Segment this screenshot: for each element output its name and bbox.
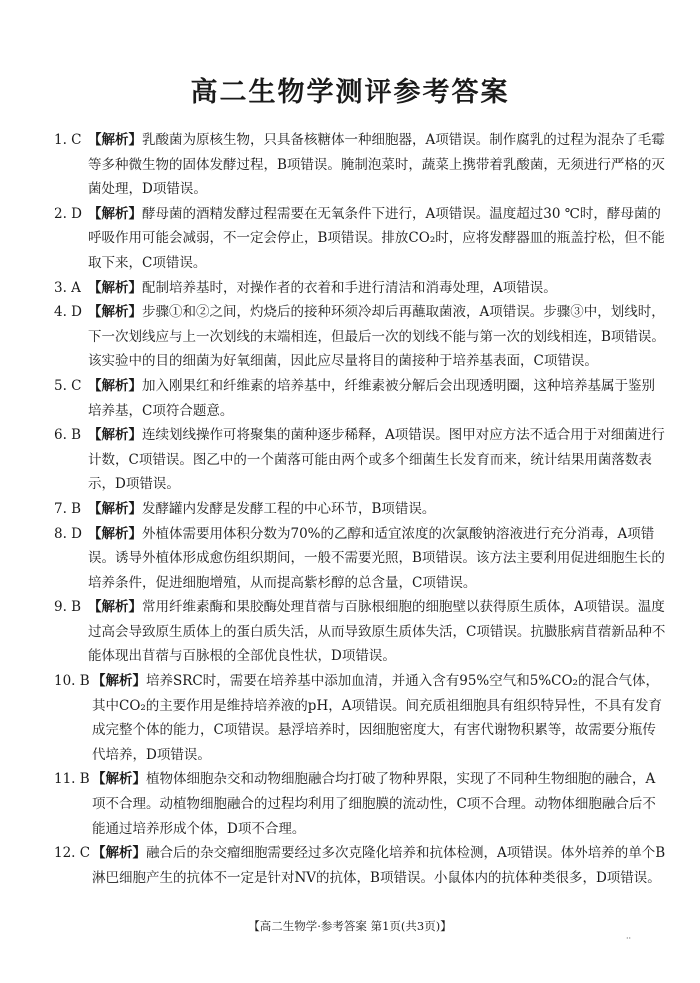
answer-number: 4. D [54,304,82,321]
analysis-tag: 【解析】 [88,599,142,616]
analysis-tag: 【解析】 [92,673,146,690]
answer-list [54,128,666,890]
answer-item [54,767,666,841]
answer-number: 8. D [54,525,82,542]
answer-text: 外植体需要用体积分数为70%的乙醇和适宜浓度的次氯酸钠溶液进行充分消毒，A项错误。诱导外植体形成愈伤组织期间，一般不需要光照，B项错误。该方法主要利用促进细胞生长的培养条件，促进细胞增殖，从而提高紫杉醇的总含量，C项错误。 [88,525,665,591]
analysis-tag: 【解析】 [88,279,142,296]
answer-number: 3. A [54,279,81,296]
analysis-tag: 【解析】 [88,304,142,321]
answer-item [54,595,666,669]
analysis-tag: 【解析】 [88,525,142,542]
answer-item [54,374,666,423]
answer-text: 常用纤维素酶和果胶酶处理苜蓿与百脉根细胞的细胞壁以获得原生质体，A项错误。温度过高会导致原生质体上的蛋白质失活，从而导致原生质体失活，C项错误。抗臌胀病苜蓿新品种不能体现出苜蓿与百脉根的全部优良性状，D项错误。 [88,599,666,665]
answer-item [54,497,666,522]
answer-number: 5. C [54,377,82,394]
analysis-tag: 【解析】 [92,845,146,862]
analysis-tag: 【解析】 [88,132,142,148]
answer-text: 乳酸菌为原核生物，只具备核糖体一种细胞器，A项错误。制作腐乳的过程为混杂了毛霉等多种微生物的固体发酵过程，B项错误。腌制泡菜时，蔬菜上携带着乳酸菌，无须进行严格的灭菌处理，D项错误。 [88,132,665,198]
analysis-tag: 【解析】 [88,205,142,222]
answer-number: 7. B [54,500,82,517]
answer-text: 连续划线操作可将聚集的菌种逐步稀释，A项错误。图甲对应方法不适合用于对细菌进行计数，C项错误。图乙中的一个菌落可能由两个或多个细菌生长发育而来，统计结果用菌落数表示，D项错误。 [88,427,665,493]
answer-text: 配制培养基时，对操作者的衣着和手进行清洁和消毒处理，A项错误。 [142,279,557,296]
answer-number: 6. B [54,427,82,444]
answer-number: 1. C [54,132,82,148]
answer-item [54,522,666,596]
answer-text: 植物体细胞杂交和动物细胞融合均打破了物种界限，实现了不同种生物细胞的融合，A项不合理。动植物细胞融合的过程均利用了细胞膜的流动性，C项不合理。动物体细胞融合后不能通过培养形成个体，D项不合理。 [92,771,656,837]
answer-text: 融合后的杂交瘤细胞需要经过多次克隆化培养和抗体检测，A项错误。体外培养的单个B淋巴细胞产生的抗体不一定是针对NV的抗体，B项错误。小鼠体内的抗体种类很多，D项错误。 [92,845,666,886]
answer-text: 加入刚果红和纤维素的培养基中，纤维素被分解后会出现透明圈，这种培养基属于鉴别培养基，C项符合题意。 [88,377,655,419]
answer-text: 酵母菌的酒精发酵过程需要在无氧条件下进行，A项错误。温度超过30 ℃时，酵母菌的呼吸作用可能会减弱，不一定会停止，B项错误。排放CO₂时，应将发酵器皿的瓶盖拧松，但不能取下来，C项错误。 [88,205,665,271]
answer-text: 步骤①和②之间，灼烧后的接种环须冷却后再蘸取菌液，A项错误。步骤③中，划线时，下一次划线应与上一次划线的末端相连，但最后一次的划线不能与第一次的划线相连，B项错误。该实验中的目的细菌为好氧细菌，因此应尽量将目的菌接种于培养基表面，C项错误。 [88,304,665,370]
answer-number: 10. B [54,673,90,690]
analysis-tag: 【解析】 [88,427,142,444]
corner-mark: ·· [626,934,632,943]
analysis-tag: 【解析】 [88,500,142,517]
answer-item [54,202,666,276]
page-title: 高二生物学测评参考答案 [190,77,510,108]
answer-item [54,423,666,497]
answer-text: 发酵罐内发酵是发酵工程的中心环节，B项错误。 [142,500,436,517]
analysis-tag: 【解析】 [92,771,146,788]
answer-text: 培养SRC时，需要在培养基中添加血清，并通入含有95%空气和5%CO₂的混合气体，其中CO₂的主要作用是维持培养液的pH，A项错误。间充质祖细胞具有组织特异性，不具有发育成完整个体的能力，C项错误。悬浮培养时，因细胞密度大，有害代谢物积累等，故需要分瓶传代培养，D项错误。 [92,673,662,763]
answer-number: 11. B [54,771,90,788]
answer-number: 2. D [54,205,82,222]
answer-item [54,841,666,890]
answer-number: 12. C [54,845,91,862]
analysis-tag: 【解析】 [88,377,142,394]
answer-item [54,128,666,202]
page-footer: 【高二生物学·参考答案 第1页(共3页)】 [248,919,452,933]
answer-number: 9. B [54,599,82,616]
answer-item [54,669,666,767]
answer-item [54,276,666,301]
answer-item [54,300,666,374]
